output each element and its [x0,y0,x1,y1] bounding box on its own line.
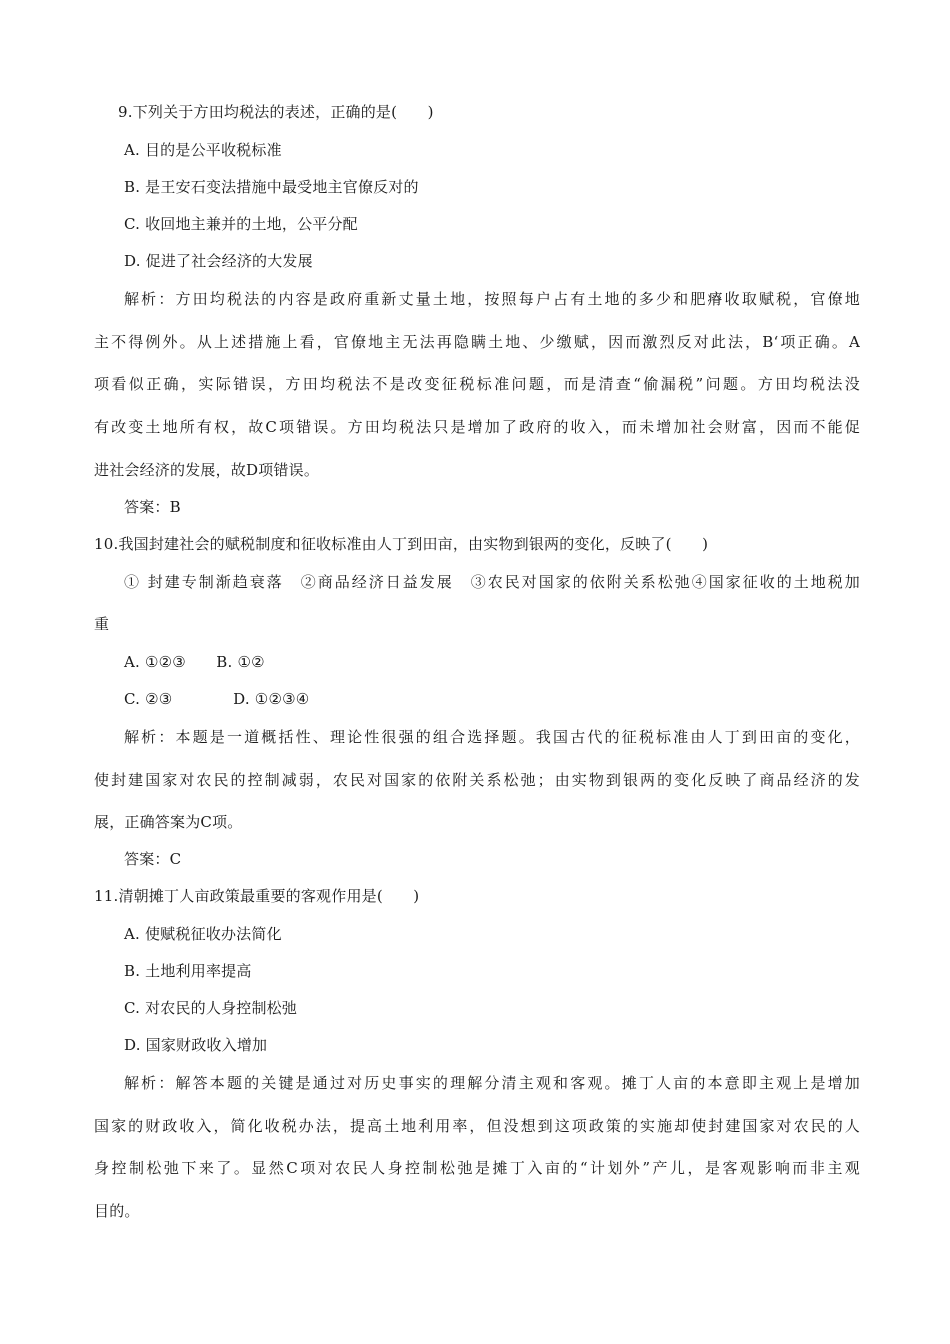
question-11-analysis-line-4: 目的。 [94,1202,140,1220]
question-10-analysis-line-2: 使封建国家对农民的控制减弱，农民对国家的依附关系松弛；由实物到银两的变化反映了商品经济的发 [94,771,860,789]
question-11-option-c: C. 对农民的人身控制松弛 [124,999,298,1017]
question-9-analysis-line-2: 主不得例外。从上述措施上看，官僚地主无法再隐瞒土地、少缴赋，因而激烈反对此法，B‘项正确。A [94,333,860,351]
question-9-analysis-line-3: 项看似正确，实际错误，方田均税法不是改变征税标准问题，而是清查“偷漏税”问题。方田均税法没 [94,375,860,393]
question-10-analysis-line-1: 解析：本题是一道概括性、理论性很强的组合选择题。我国古代的征税标准由人丁到田亩的变化， [124,728,860,746]
question-9-option-a: A. 目的是公平收税标准 [124,141,282,159]
question-9-option-d: D. 促进了社会经济的大发展 [124,252,313,270]
question-10-options-row-1: A. ①②③ B. ①② [124,653,265,671]
question-10-statements-line-1: ① 封建专制渐趋衰落 ②商品经济日益发展 ③农民对国家的依附关系松弛④国家征收的土地税加 [124,573,860,591]
question-11-analysis-line-2: 国家的财政收入，简化收税办法，提高土地利用率，但没想到这项政策的实施却使封建国家对农民的人 [94,1117,860,1135]
question-11-option-d: D. 国家财政收入增加 [124,1036,268,1054]
question-11-option-b: B. 土地利用率提高 [124,962,252,980]
question-9-option-c: C. 收回地主兼并的土地，公平分配 [124,215,358,233]
question-9-analysis-line-5: 进社会经济的发展，故D项错误。 [94,461,320,479]
question-9-option-b: B. 是王安石变法措施中最受地主官僚反对的 [124,178,419,196]
question-10-stem: 10.我国封建社会的赋税制度和征收标准由人丁到田亩，由实物到银两的变化，反映了( ) [94,535,709,553]
question-11-stem: 11.清朝摊丁人亩政策最重要的客观作用是( ) [94,887,420,905]
question-9-analysis-line-4: 有改变土地所有权，故C项错误。方田均税法只是增加了政府的收入，而未增加社会财富，因而不能促 [94,418,860,436]
question-9-stem: 9.下列关于方田均税法的表述，正确的是( ) [118,103,434,121]
question-9-answer: 答案：B [124,498,181,516]
question-10-statements-line-2: 重 [94,615,110,633]
question-11-analysis-line-3: 身控制松弛下来了。显然C项对农民人身控制松弛是摊丁入亩的“计划外”产儿，是客观影响而非主观 [94,1159,860,1177]
question-10-analysis-line-3: 展，正确答案为C项。 [94,813,243,831]
question-10-options-row-2: C. ②③ D. ①②③④ [124,690,310,708]
question-9-analysis-line-1: 解析：方田均税法的内容是政府重新丈量土地，按照每户占有土地的多少和肥瘠收取赋税，官僚地 [124,290,860,308]
question-11-analysis-line-1: 解析：解答本题的关键是通过对历史事实的理解分清主观和客观。摊丁人亩的本意即主观上是增加 [124,1074,860,1092]
question-10-answer: 答案：C [124,850,182,868]
question-11-option-a: A. 使赋税征收办法简化 [124,925,282,943]
